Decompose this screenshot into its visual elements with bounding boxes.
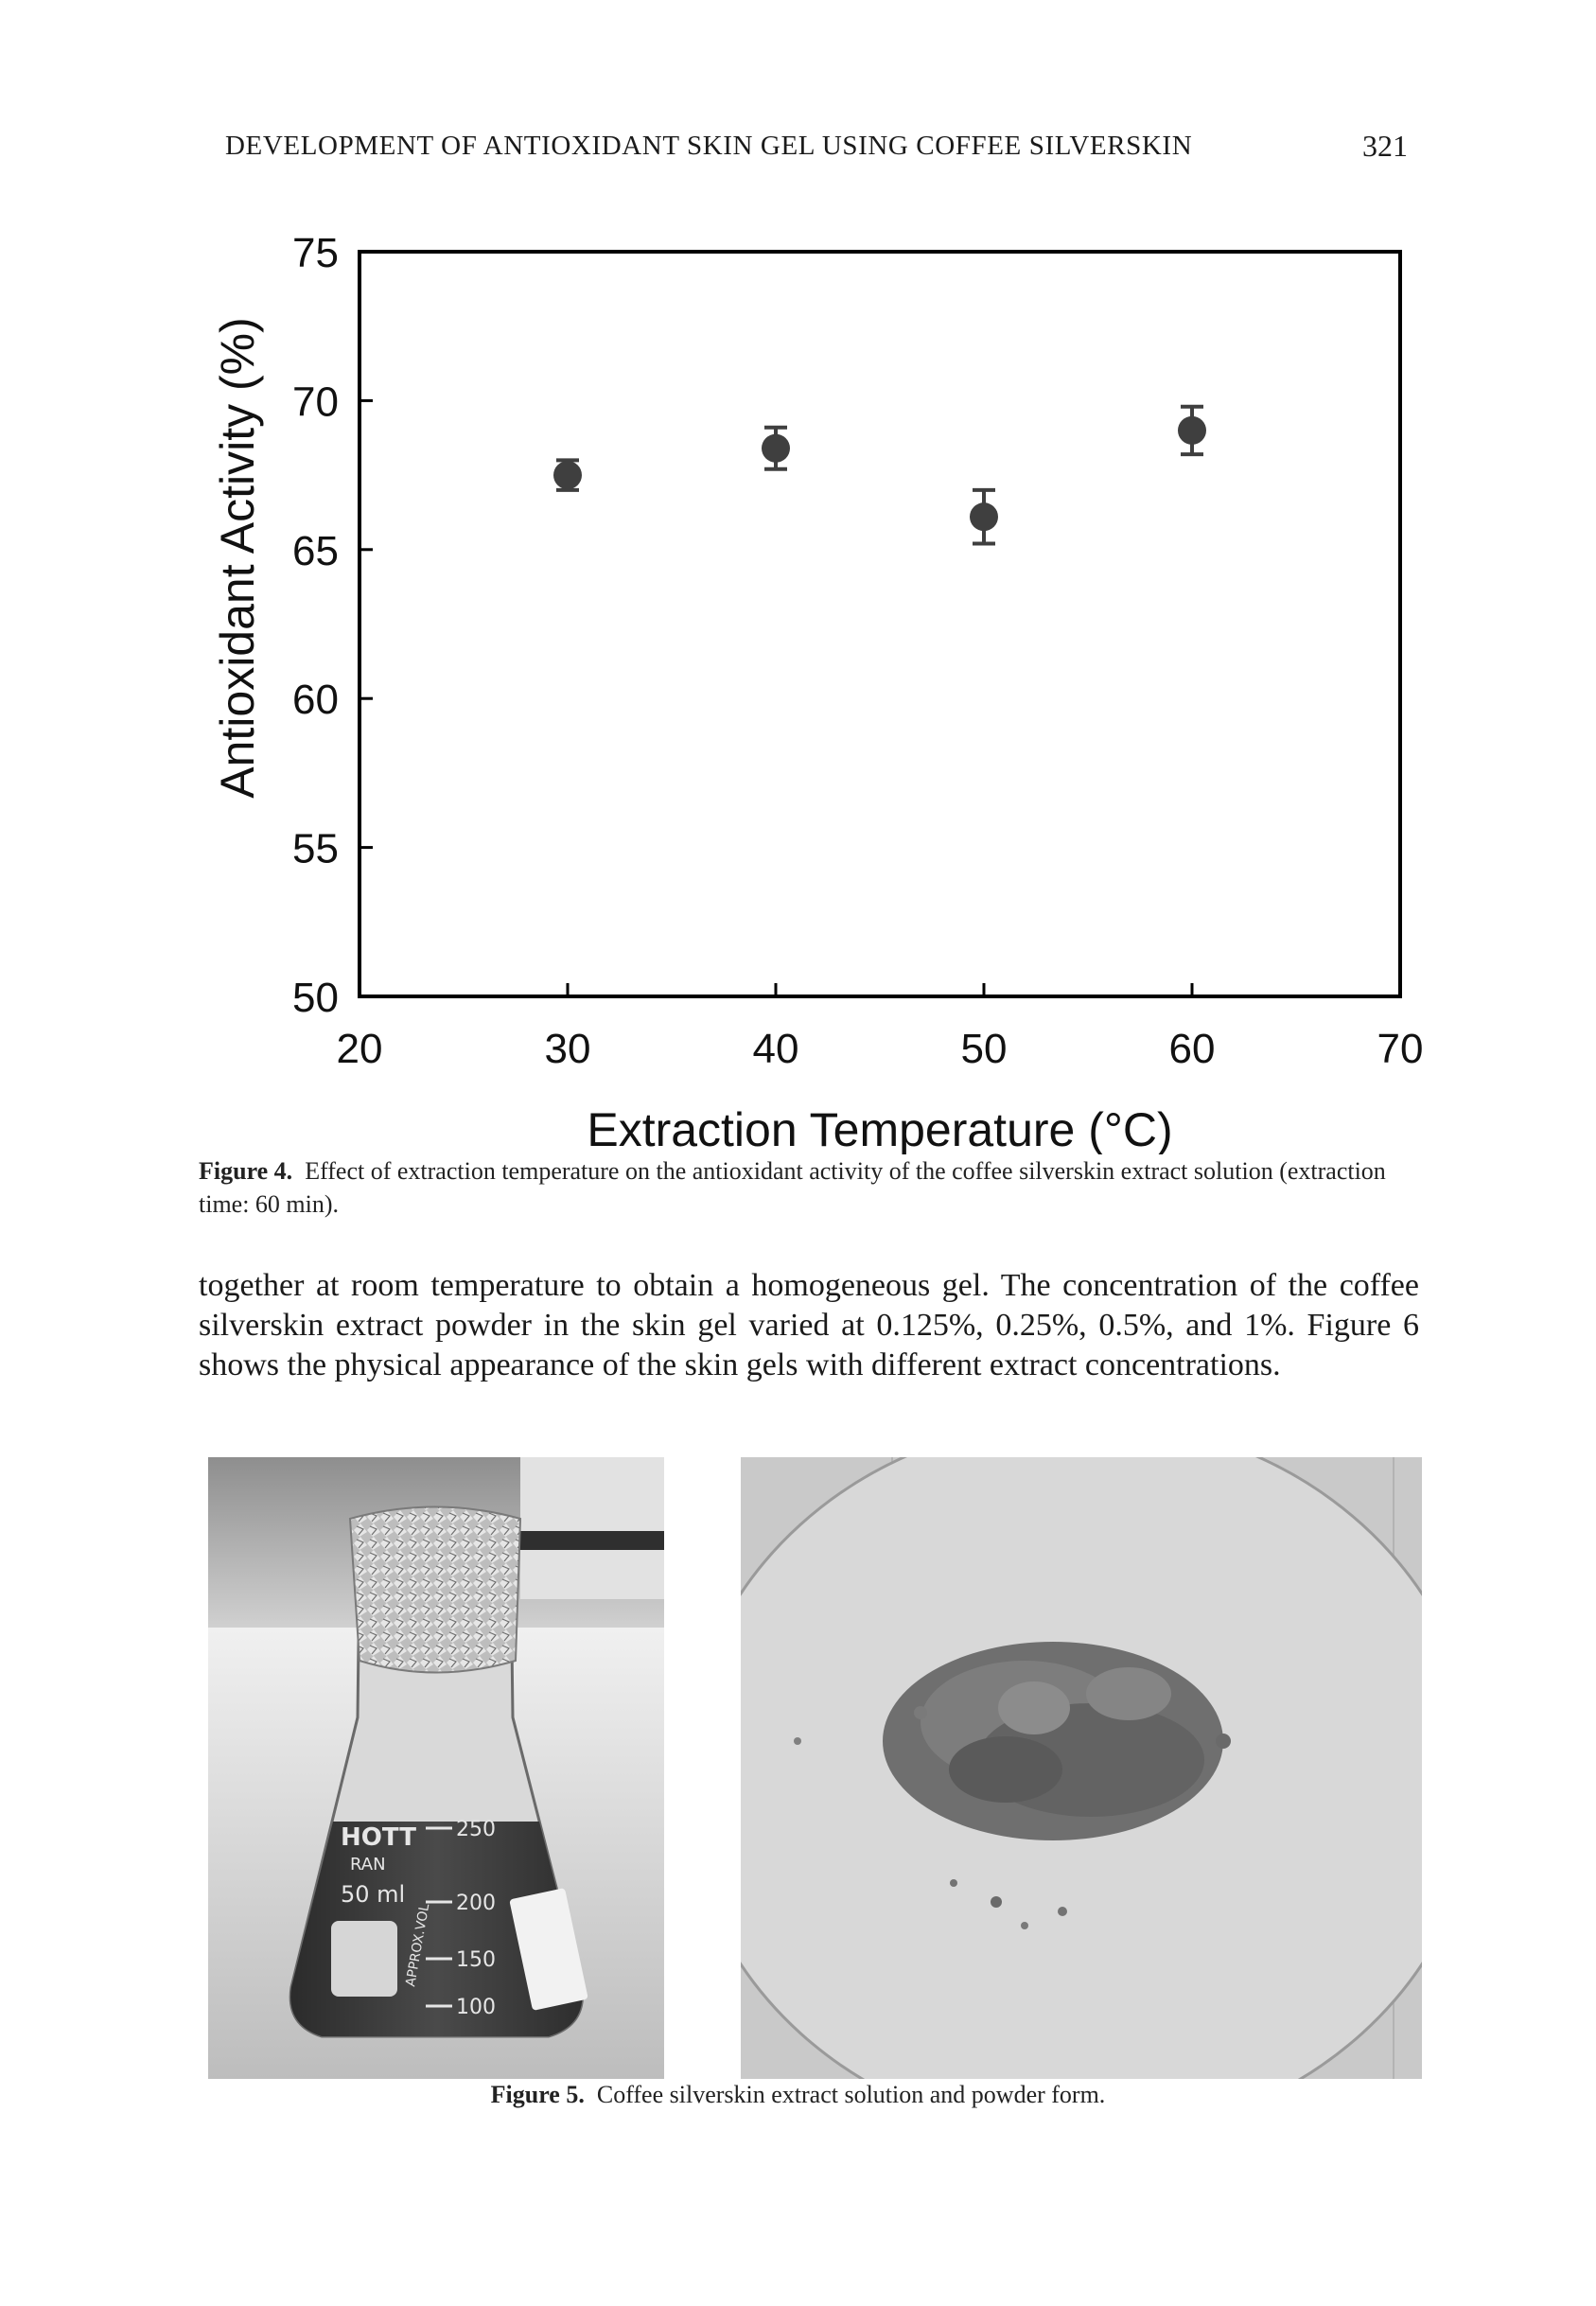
x-axis-label: Extraction Temperature (°C) bbox=[587, 1103, 1173, 1154]
x-tick-label-30: 30 bbox=[544, 1026, 591, 1072]
x-tick-label-60: 60 bbox=[1168, 1026, 1216, 1072]
y-tick-label-50: 50 bbox=[292, 975, 339, 1021]
y-axis-label: Antioxidant Activity (%) bbox=[211, 317, 264, 799]
figure-4-text: Effect of extraction temperature on the antioxidant activity of the coffee silverskin extract solution (extraction time: 60 min). bbox=[199, 1157, 1386, 1218]
y-tick-label-60: 60 bbox=[292, 677, 339, 724]
data-point-40 bbox=[762, 434, 790, 463]
body-paragraph: together at room temperature to obtain a homogeneous gel. The concentration of the coffee silverskin extract powder in the skin gel varied at 0.125%, 0.25%, 0.5%, and 1%. Figure 6 shows the physical appearance of the skin gels with different extract concentrations. bbox=[199, 1268, 1419, 1382]
flask-mark-100: 100 bbox=[456, 1996, 496, 2019]
figure-5-label: Figure 5. bbox=[490, 2081, 585, 2108]
flask-photo bbox=[208, 1457, 664, 2079]
figure-4-label: Figure 4. bbox=[199, 1157, 293, 1185]
figure-5-text: Coffee silverskin extract solution and powder form. bbox=[596, 2081, 1106, 2108]
y-tick-label-70: 70 bbox=[292, 378, 339, 426]
y-tick-label-55: 55 bbox=[292, 825, 339, 872]
flask-mark-250: 250 bbox=[456, 1818, 496, 1841]
y-tick-label-65: 65 bbox=[292, 527, 339, 574]
flask-sub: RAN bbox=[350, 1855, 386, 1875]
flask-brand: HOTT bbox=[341, 1823, 416, 1852]
y-tick-label-75: 75 bbox=[292, 230, 339, 276]
flask-clear-patch bbox=[331, 1921, 397, 1997]
figure-4-chart bbox=[189, 218, 1438, 1154]
powder-photo bbox=[741, 1457, 1422, 2079]
flask-mark-150: 150 bbox=[456, 1948, 496, 1972]
x-tick-label-40: 40 bbox=[752, 1026, 799, 1072]
flask-vol-note: APPROX.VOL. bbox=[403, 1898, 434, 1988]
data-point-50 bbox=[970, 502, 998, 531]
data-point-60 bbox=[1178, 416, 1206, 445]
figure-4-caption bbox=[199, 1154, 1419, 1221]
flask-photo-window bbox=[520, 1457, 664, 1599]
flask-mark-200: 200 bbox=[456, 1892, 496, 1915]
data-point-30 bbox=[553, 461, 582, 489]
plot-frame bbox=[360, 252, 1400, 996]
figure-5-caption bbox=[0, 2078, 1596, 2111]
flask-foil-cap bbox=[350, 1507, 520, 1673]
x-tick-label-50: 50 bbox=[960, 1026, 1008, 1072]
x-tick-label-20: 20 bbox=[336, 1026, 383, 1072]
flask-volume: 50 ml bbox=[341, 1881, 406, 1908]
page-number: 321 bbox=[1362, 129, 1408, 163]
running-title: DEVELOPMENT OF ANTIOXIDANT SKIN GEL USING COFFEE SILVERSKIN bbox=[225, 131, 1193, 161]
x-tick-label-70: 70 bbox=[1377, 1026, 1424, 1072]
